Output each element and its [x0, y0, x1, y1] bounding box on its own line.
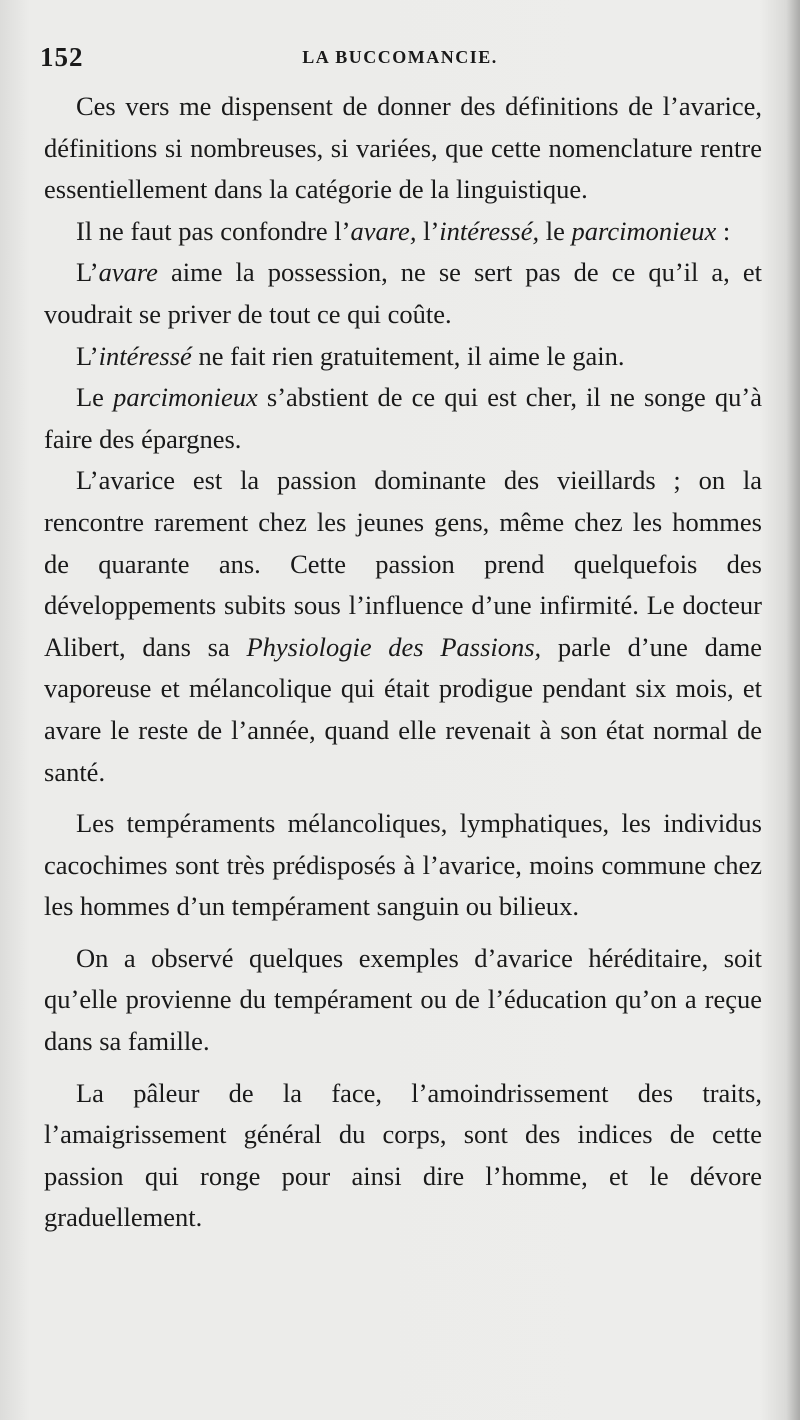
paragraph-5-text-a: Le	[76, 382, 114, 413]
term-parcimonieux: parcimonieux	[571, 215, 717, 246]
page-number: 152	[40, 42, 84, 72]
page-edge-shadow	[786, 0, 800, 1420]
paragraph-6	[44, 460, 762, 793]
term-avare: avare,	[350, 215, 417, 246]
paragraph-5	[44, 377, 762, 460]
body-text	[44, 86, 762, 1239]
paragraph-5-text-c: s’abstient de ce qui est cher, il ne songe qu’à faire des épargnes.	[44, 382, 762, 454]
page-header	[40, 40, 760, 74]
paragraph-4	[44, 336, 762, 378]
paragraph-2-text-g: :	[716, 215, 731, 246]
paragraph-6-text-a: L’avarice est la passion dominante des vieillards ; on la rencontre rarement chez les jeunes gens, même chez les hommes de quarante ans. Cette passion prend quelquefois des développements subits sous l’influence d’une infirmité. Le docteur Alibert, dans sa	[44, 465, 762, 662]
paragraph-7: Les tempéraments mélancoliques, lymphatiques, les individus cacochimes sont très prédisposés à l’avarice, moins commune chez les hommes d’un tempérament sanguin ou bilieux.	[44, 808, 762, 922]
paragraph-2-text-c: l’	[416, 215, 440, 246]
paragraph-2-text-a: Il ne faut pas confondre l’	[76, 215, 351, 246]
paragraph-2-text-e: le	[539, 215, 572, 246]
paragraph-1: Ces vers me dispensent de donner des définitions de l’avarice, définitions si nombreuses, si variées, que cette nomenclature rentre essentiellement dans la catégorie de la linguistique.	[44, 91, 762, 205]
term-interesse: intéressé,	[439, 215, 540, 246]
term-interesse-definition: intéressé	[98, 340, 192, 371]
book-title-physiologie: Physiologie des Passions,	[246, 631, 542, 662]
paragraph-4-text-a: L’	[76, 340, 99, 371]
paragraph-3-text-c: aime la possession, ne se sert pas de ce qu’il a, et voudrait se priver de tout ce qui coûte.	[44, 257, 762, 329]
paragraph-2	[44, 211, 762, 253]
term-parcimonieux-definition: parcimonieux	[113, 382, 258, 413]
term-avare-definition: avare	[98, 257, 158, 288]
running-title: LA BUCCOMANCIE.	[302, 47, 498, 67]
paragraph-9: La pâleur de la face, l’amoindrissement des traits, l’amaigrissement général du corps, sont des indices de cette passion qui ronge pour ainsi dire l’homme, et le dévore graduellement.	[44, 1077, 762, 1233]
paragraph-3	[44, 252, 762, 335]
paragraph-3-text-a: L’	[76, 257, 99, 288]
paragraph-8: On a observé quelques exemples d’avarice héréditaire, soit qu’elle provienne du tempérament ou de l’éducation qu’on a reçue dans sa famille.	[44, 942, 762, 1057]
paragraph-4-text-c: ne fait rien gratuitement, il aime le gain.	[191, 340, 625, 371]
paragraph-6-text-c: parle d’une dame vaporeuse et mélancolique qui était prodigue pendant six mois, et avare le reste de l’année, quand elle revenait à son état normal de santé.	[44, 631, 762, 787]
